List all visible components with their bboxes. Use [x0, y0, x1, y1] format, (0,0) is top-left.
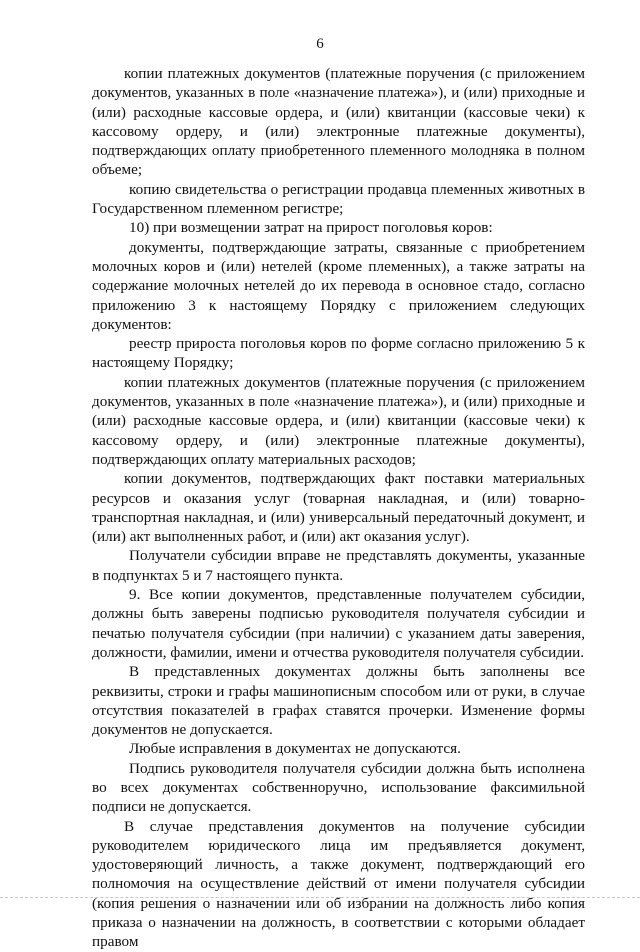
page-number: 6 — [316, 36, 324, 52]
paragraph-no-corrections: Любые исправления в документах не допускаются. — [129, 740, 461, 758]
paragraph-filling-requirements: В представленных документах должны быть заполнены все реквизиты, строки и графы машинописным способом или от руки, в случае отсутствия показателей в графах ставятся прочерки. Изменение формы документов не допускается. — [92, 663, 585, 739]
paragraph-representative-identity: В случае представления документов на получение субсидии руководителем юридического лица им предъявляется документ, удостоверяющий личность, а также документ, подтверждающий его полномочия на осуществление действий от имени получателя субсидии (копия решения о назначении или об избрании на должность либо копия приказа о назначении на должность, в соответствии с которыми обладает правом — [92, 817, 585, 951]
paragraph-cost-documents: документы, подтверждающие затраты, связанные с приобретением молочных коров и (или) нетелей (кроме племенных), а также затраты на содержание молочных нетелей до их перевода в основное стадо, согласно приложению 3 к настоящему Порядку с приложением следующих документов: — [92, 238, 585, 333]
paragraph-optional-documents: Получатели субсидии вправе не представлять документы, указанные в подпунктах 5 и 7 настоящего пункта. — [92, 547, 585, 584]
paragraph-seller-certificate: копию свидетельства о регистрации продавца племенных животных в Государственном племенном регистре; — [92, 180, 585, 218]
paragraph-livestock-register: реестр прироста поголовья коров по форме согласно приложению 5 к настоящему Порядку; — [92, 335, 585, 372]
paragraph-item-10-heading: 10) при возмещении затрат на прирост поголовья коров: — [129, 219, 493, 237]
paragraph-supply-documents: копии документов, подтверждающих факт поставки материальных ресурсов и оказания услуг (товарная накладная, и (или) товарно-транспортная накладная, и (или) универсальный передаточный документ, и (или) акт выполненных работ, и (или) акт оказания услуг). — [92, 470, 585, 546]
paragraph-signature-requirement: Подпись руководителя получателя субсидии должна быть исполнена во всех документах собственноручно, использование факсимильной подписи не допускается. — [92, 759, 585, 816]
paragraph-payment-docs-materials: копии платежных документов (платежные поручения (с приложением документов, указанных в поле «назначение платежа»), и (или) приходные и (или) расходные кассовые ордера, и (или) квитанции (кассовые чеки) к кассовому ордеру, и (или) электронные платежные документы), подтверждающих оплату материальных расходов; — [92, 373, 585, 468]
page-bottom-edge — [0, 897, 640, 898]
document-body — [92, 64, 585, 952]
paragraph-item-9-certification: 9. Все копии документов, представленные получателем субсидии, должны быть заверены подписью руководителя получателя субсидии и печатью получателя субсидии (при наличии) с указанием даты заверения, должности, фамилии, имени и отчества руководителя получателя субсидии. — [92, 586, 585, 661]
paragraph-payment-docs-breeding: копии платежных документов (платежные поручения (с приложением документов, указанных в поле «назначение платежа»), и (или) приходные и (или) расходные кассовые ордера, и (или) квитанции (кассовые чеки) к кассовому ордеру, и (или) электронные платежные документы), подтверждающих оплату приобретенного племенного молодняка в полном объеме; — [92, 65, 585, 179]
